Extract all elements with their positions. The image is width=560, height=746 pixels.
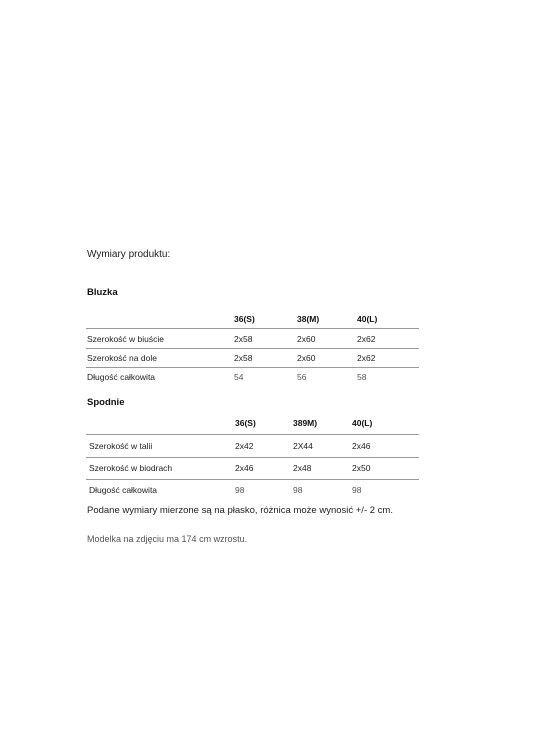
size-header: 36(S) [234,314,255,324]
size-header: 40(L) [357,314,378,324]
spodnie-title: Spodnie [87,397,125,408]
bluzka-title: Bluzka [87,287,118,298]
size-header: 389M) [293,418,318,428]
table-cell: 2x62 [357,334,376,344]
table-row [86,330,419,349]
table-row [86,349,419,368]
row-label: Długość całkowita [89,485,158,495]
table-cell: 2x62 [357,353,376,363]
row-label: Szerokość w biodrach [89,463,173,473]
spodnie-size-table [86,413,419,501]
row-label: Szerokość w talii [89,441,153,451]
size-header: 38(M) [297,314,320,324]
table-cell: 2x46 [352,441,371,451]
size-header: 36(S) [235,418,256,428]
table-cell: 58 [357,372,367,382]
measurement-note: Podane wymiary mierzone są na płasko, różnica może wynosić +/- 2 cm. [87,505,393,516]
bluzka-size-table [86,310,419,386]
table-header-row [86,413,419,435]
table-cell: 98 [352,485,362,495]
product-dimensions-heading: Wymiary produktu: [87,249,171,260]
table-cell: 98 [235,485,245,495]
table-header-row [86,310,419,329]
table-row [86,458,419,480]
table-cell: 2x58 [234,334,253,344]
table-cell: 2X44 [293,441,313,451]
table-cell: 56 [297,372,307,382]
table-cell: 2x48 [293,463,312,473]
table-cell: 98 [293,485,303,495]
table-row [86,368,419,386]
table-cell: 54 [234,372,244,382]
table-cell: 2x60 [297,334,316,344]
size-header: 40(L) [352,418,373,428]
row-label: Szerokość w biuście [87,334,165,344]
row-label: Długość całkowita [87,372,156,382]
table-row [86,480,419,501]
row-label: Szerokość na dole [87,353,157,363]
table-cell: 2x46 [235,463,254,473]
table-cell: 2x60 [297,353,316,363]
model-height-note: Modelka na zdjęciu ma 174 cm wzrostu. [87,534,248,544]
table-cell: 2x58 [234,353,253,363]
table-cell: 2x50 [352,463,371,473]
table-row [86,436,419,458]
table-cell: 2x42 [235,441,254,451]
